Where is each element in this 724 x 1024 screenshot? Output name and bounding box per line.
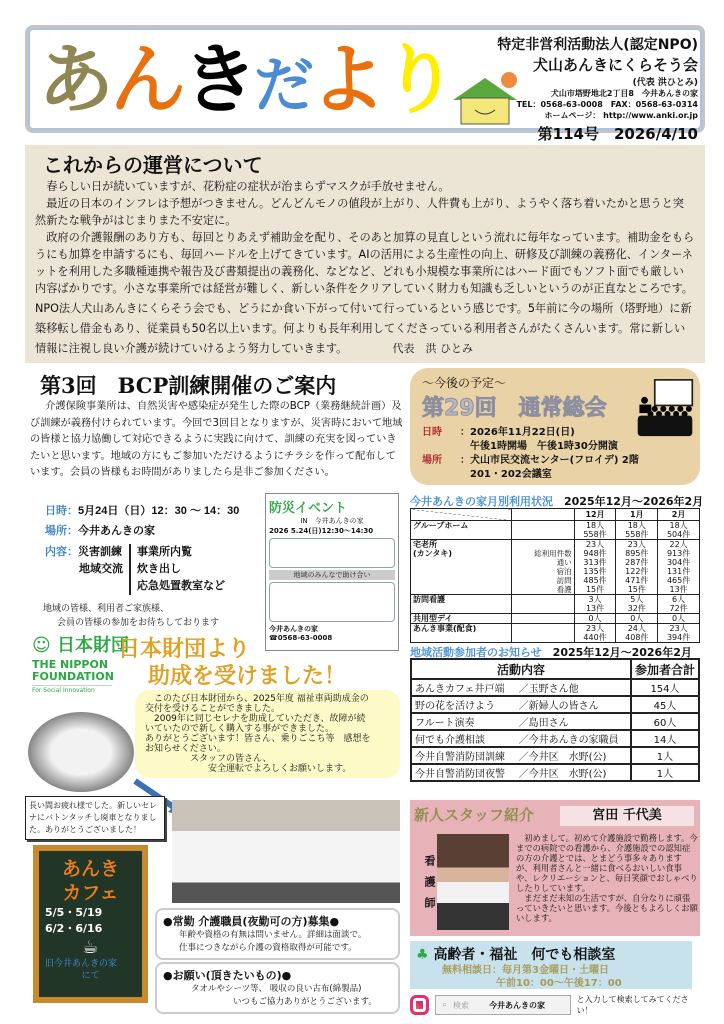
recruit-title: ●常勤 介護職員(夜勤可の方)募集● <box>163 915 340 928</box>
usage-value: 18人 <box>585 521 605 530</box>
staff-role-text: 看護師 <box>423 855 436 918</box>
activity-name: 何でも介護相談 <box>411 730 516 747</box>
usage-value: 304件 <box>666 558 691 567</box>
logo-tagline: For Social Innovation <box>32 685 112 695</box>
grant-heading-line: 日本財団より <box>118 637 251 662</box>
logo-char: よ <box>310 35 382 124</box>
cafe-place: にて <box>81 971 100 981</box>
content-item: 炊き出し <box>137 563 181 575</box>
activities-table <box>410 658 700 782</box>
meeting-date: 2026年11月22日(日) <box>470 427 575 438</box>
flyer-date: 2026 5.24(日)12:30～14:30 <box>269 527 374 535</box>
instagram-search <box>410 993 700 1017</box>
invite-line: 会員の皆様の参加をお待ちしております <box>57 617 220 627</box>
editorial-signature: 代表 洪 ひとみ <box>392 342 473 355</box>
disaster-event-flyer <box>265 493 399 651</box>
logo-char: あ <box>38 35 110 124</box>
usage-value: 0人 <box>588 614 602 623</box>
activity-host: ／今井あんきの家職員 <box>516 730 631 747</box>
cafe-title: カフェ <box>62 882 119 904</box>
search-placeholder: 検索 <box>452 1000 469 1010</box>
activity-name: 今井自警消防団訓練 <box>411 747 516 764</box>
invite-line: 地域の皆様、利用者ご家族様、 <box>43 603 170 613</box>
grant-message-line: いていたので新しく購入する事ができました。 <box>145 724 335 734</box>
usage-value: 23人 <box>669 624 688 633</box>
activities-period: 2025年12月～2026年2月 <box>552 646 692 659</box>
upcoming-schedule: ～今後の予定～ 第29回 通常総会 日時 ：2026年11月22日(日) 午後1時開場 午後1時30分開演 場所 ：犬山市民交流センター(フロイデ) 2階 201・202会議室 <box>410 368 700 485</box>
activities-title: 地域活動参加者のお知らせ <box>410 646 542 659</box>
usage-value: 22人 <box>669 540 688 549</box>
usage-value: 504件 <box>666 530 691 539</box>
content-label: 内容： <box>45 546 78 558</box>
content-a: 災害訓練 <box>78 546 122 558</box>
recruitment-box <box>155 908 400 960</box>
usage-value: 24人 <box>627 624 646 633</box>
representative: (代表 洪ひとみ) <box>632 78 698 88</box>
activity-name: あんきカフェ井戸端 <box>411 679 516 696</box>
service-label: 訪問看護 <box>411 595 512 614</box>
sub-label: 宿泊 <box>556 567 572 576</box>
activity-name: 今井自警消防団夜警 <box>411 764 516 781</box>
usage-value: 0人 <box>630 614 644 623</box>
usage-value: 23人 <box>627 540 646 549</box>
service-label: 宅老所 (カンタキ) <box>411 540 512 595</box>
usage-value: 948件 <box>583 549 607 558</box>
content-b: 地域交流 <box>79 563 123 575</box>
meeting-room: 201・202会議室 <box>470 469 552 480</box>
usage-value: 135件 <box>583 567 607 576</box>
activities-header-row <box>411 659 699 679</box>
usage-value: 287件 <box>625 558 649 567</box>
request-line: タオルやシーツ等、 吸収の良い古布(綿製品) <box>191 984 362 994</box>
usage-value: 13件 <box>585 604 605 613</box>
logo-char: ん <box>110 35 182 124</box>
instagram-icon[interactable] <box>410 995 429 1015</box>
phone-fax: TEL：0568-63-0008 FAX：0568-63-0314 <box>516 100 698 109</box>
activity-host: ／今井区 水野(公) <box>516 764 631 781</box>
activity-host: ／今井区 水野(公) <box>516 747 631 764</box>
usage-row <box>411 540 700 595</box>
service-label: グループホーム <box>411 521 512 540</box>
editorial-paragraph: 政府の介護報酬のあり方も、毎回とりあえず補助金を配り、そのあと加算の見直しという流れに毎年なっています。補助金をもらうにも加算を申請するにも、毎回ハードルを上げてきています。AIの活用による生産性の向上、研修及び訓練の義務化、インターネットを利用した多職種連携や報告及び書類提出の義務化、などなど、どれも小規模な事業所にはハード面でもソフト面でも厳しい内容ばかりです。小さな事業所では経営が難しく、新しい条件をクリアしていく財力も知識も乏しいというのが正直なところです。 <box>35 231 695 295</box>
cafe-place: 旧今井あんきの家 <box>45 959 118 969</box>
usage-value: 15件 <box>585 585 605 594</box>
coffee-cup-icon: ☕ <box>82 937 99 958</box>
month-header: 12月 <box>574 509 616 521</box>
usage-row <box>411 614 700 624</box>
usage-title: 今井あんきの家月別利用状況 <box>410 495 553 508</box>
usage-value: 6人 <box>672 595 686 604</box>
usage-value: 913件 <box>666 549 691 558</box>
clover-icon: ♣ <box>416 947 429 963</box>
usage-value: 440件 <box>583 633 607 642</box>
sub-label <box>514 624 572 633</box>
search-icon: ⌕ <box>442 1000 447 1009</box>
address: 犬山市塔野地北2丁目8 今井あんきの家 <box>550 89 698 98</box>
place-label: 場所： <box>45 525 78 537</box>
recruit-line: 仕事につきながら介護の資格取得が可能です。 <box>179 943 357 953</box>
logo-en: THE NIPPON <box>32 658 109 671</box>
cafe-title: あんき <box>61 858 119 880</box>
staff-intro: 初めまして。初めて介護施設で勤務します。今までの病院での看護から、介護施設での認知症の方の介護とでは、とまどう事多々ありますが、利用者さんと一緒に食べるおいしい食事や、レクリエーションと、毎日笑顔でおしゃべりしたりしています。 まだまだ未知の生活ですが、自分なりに頑張っていきたいと思います。今後ともよろしくお願いします。 <box>516 833 698 923</box>
usage-value: 408件 <box>625 633 649 642</box>
usage-value: 122件 <box>625 567 649 576</box>
usage-value: 5人 <box>630 595 644 604</box>
usage-value: 32件 <box>627 604 646 613</box>
meeting-place: 犬山市民交流センター(フロイデ) 2階 <box>470 455 639 466</box>
usage-table-title <box>410 493 703 509</box>
consult-days: 無料相談日：毎月第3金曜日・土曜日 <box>442 965 609 976</box>
participant-count: 154人 <box>631 679 699 696</box>
usage-value: 394件 <box>666 633 691 642</box>
cafe-dates: 5/5・5/19 <box>45 906 103 919</box>
meeting-time: 午後1時開場 午後1時30分開演 <box>470 441 618 452</box>
usage-row <box>411 595 700 614</box>
participant-count: 45人 <box>631 696 699 713</box>
issue-number-date: 第114号 2026/4/10 <box>537 125 698 143</box>
sub-label <box>514 614 572 623</box>
usage-value: 23人 <box>585 540 605 549</box>
new-car-photo <box>172 800 400 903</box>
editorial-paragraph: NPO法人犬山あんきにくらそう会でも、どうにか食い下がって付いて行っているという感じです。5年前に今の場所（塔野地）に新築移転し借金もあり、従業員も50名以上います。何よりも長年利用してくださっている利用者さんがたくさんいます。常に新しい情報に注視し良い介護が続けていけるよう努力していきます。 <box>35 302 692 355</box>
usage-row <box>411 521 700 540</box>
activity-row <box>411 747 699 764</box>
service-label: あんき事業(配食) <box>411 624 512 643</box>
service-label: 共用型デイ <box>411 614 512 624</box>
grant-message-line: お知らせください。 <box>145 744 226 754</box>
content-item: 事業所内覧 <box>137 546 192 558</box>
donation-request-box <box>155 962 400 1014</box>
month-header: 2月 <box>658 509 700 521</box>
usage-value: 558件 <box>625 530 649 539</box>
sub-label <box>514 540 572 549</box>
anki-cafe-board <box>33 845 148 1003</box>
date-label: 日時： <box>45 505 78 517</box>
content-item: 応急処置教室など <box>137 580 225 592</box>
usage-value: 0人 <box>672 614 686 623</box>
schedule-title: 第29回 通常総会 <box>422 396 607 421</box>
sub-label <box>514 521 572 530</box>
nippon-foundation-logo: ☺ 日本財団 THE NIPPON FOUNDATION For Social Innovation <box>32 635 130 694</box>
consultation-banner <box>410 941 692 989</box>
bcp-title: 第3回 BCP訓練開催のご案内 <box>40 373 337 398</box>
consult-hours: 午前10：00～午後17：00 <box>496 978 622 989</box>
grant-message-line: このたび日本財団から、2025年度 福祉車両助成金の <box>145 694 369 704</box>
usage-period: 2025年12月～2026年2月 <box>564 495 704 508</box>
usage-value: 23人 <box>585 624 605 633</box>
activity-row <box>411 679 699 696</box>
usage-value: 313件 <box>583 558 607 567</box>
month-header: 1月 <box>616 509 658 521</box>
activity-row <box>411 730 699 747</box>
usage-value: 3人 <box>588 595 602 604</box>
usage-value: 895件 <box>625 549 649 558</box>
col-header: 活動内容 <box>411 659 631 679</box>
editorial-section <box>25 145 705 363</box>
schedule-label: ～今後の予定～ <box>422 376 507 390</box>
search-input[interactable] <box>435 995 570 1015</box>
logo-char: り <box>382 35 454 124</box>
grant-message <box>135 690 400 778</box>
usage-header-row <box>411 509 700 521</box>
usage-value: 18人 <box>627 521 646 530</box>
activity-row <box>411 696 699 713</box>
grant-message-line: 2009年に同じセレナを助成していただき、故障が続 <box>145 714 366 724</box>
logo-char: き <box>182 35 254 124</box>
editorial-title: これからの運営について <box>43 153 263 177</box>
bcp-body: 介護保険事業所は、自然災害や感染症が発生した際のBCP（業務継続計画）及び訓練が義務付けられています。今回で3回目となりますが、災害時において地域の皆様と協力協働して対応できるように実践に向けて、訓練の充実を図っていきたいと思います。地域の方にもご参加いただけるようにチラシを作って配布しています。会員の皆様もお時間がありましたら是非ご参加ください。 <box>30 401 403 478</box>
staff-heading: 新人スタッフ紹介 <box>414 806 535 824</box>
sub-label: 総利用件数 <box>534 549 572 558</box>
old-car-note: 長い間お疲れ様でした。新しいセレナにバトンタッチし廃車となりました。ありがとうございました！ <box>25 796 165 840</box>
bcp-event-details <box>45 501 263 629</box>
usage-value: 15件 <box>627 585 646 594</box>
col-header: 参加者合計 <box>631 659 699 679</box>
grant-heading <box>118 636 346 690</box>
grant-message-line: 安全運転でよろしくお願いします。 <box>145 764 352 774</box>
activity-row <box>411 713 699 730</box>
place-label: 場所 <box>422 455 442 466</box>
sub-label: 通い <box>556 558 572 567</box>
org-name: 犬山あんきにくらそう会 <box>532 56 698 74</box>
sub-label <box>514 595 572 604</box>
usage-value: 465件 <box>666 576 691 585</box>
participant-count: 1人 <box>631 747 699 764</box>
staff-name: 宮田 千代美 <box>560 806 694 826</box>
flyer-venue: IN 今井あんきの家 <box>300 517 364 525</box>
staff-photo <box>437 834 509 930</box>
activity-host: ／玉野さん他 <box>516 679 631 696</box>
event-date: 5月24日（日）12：30 ～ 14：30 <box>78 505 240 517</box>
sub-label: 看護 <box>556 585 572 594</box>
participant-count: 60人 <box>631 713 699 730</box>
recruit-line: 年齢や資格の有無は問いません。詳細は面談で。 <box>179 930 367 940</box>
usage-value: 558件 <box>583 530 607 539</box>
organization-info <box>497 34 698 144</box>
activity-name: 野の花を活けよう <box>411 696 516 713</box>
search-value: 今井あんきの家 <box>488 1000 545 1010</box>
usage-value: 72件 <box>669 604 688 613</box>
new-staff-section <box>410 800 700 936</box>
activity-row <box>411 764 699 781</box>
request-title: ●お願い(頂きたいもの)● <box>163 969 292 982</box>
usage-value: 13件 <box>669 585 688 594</box>
activity-name: フルート演奏 <box>411 713 516 730</box>
editorial-paragraph: 春らしい日が続いていますが、花粉症の症状が治まらずマスクが手放せません。 <box>46 180 450 193</box>
date-label: 日時 <box>422 427 442 438</box>
sub-label: 訪問 <box>556 576 572 585</box>
logo-jp: 日本財団 <box>57 635 130 656</box>
flyer-banner: 地域のみんなで助け合い <box>269 570 395 580</box>
usage-value: 131件 <box>666 567 691 576</box>
newsletter-logo <box>38 35 454 124</box>
instagram-hint: と入力して検索してみてください！ <box>576 995 689 1015</box>
old-car-photo <box>28 712 134 792</box>
usage-value: 485件 <box>583 576 607 585</box>
usage-value: 18人 <box>669 521 688 530</box>
usage-value: 471件 <box>625 576 649 585</box>
activity-host: ／新婦人の皆さん <box>516 696 631 713</box>
flyer-title: 防災イベント <box>269 501 348 516</box>
org-type: 特定非営利活動法人(認定NPO) <box>497 37 698 53</box>
usage-table <box>410 508 700 643</box>
logo-char: だ <box>254 51 310 121</box>
grant-message-line: ありがとうございます！皆さん、乗りごこち等 感想を <box>145 734 371 744</box>
homepage-link[interactable]: ホームページ： http://www.anki.or.jp <box>544 111 698 120</box>
editorial-paragraph: 最近の日本のインフレは予想がつきません。どんどんモノの値段が上がり、人件費も上がり、ようやく落ち着いたかと思うと突然新たな戦争がはじまりまた不安定に。 <box>35 197 684 227</box>
grant-heading-line: 助成を受けました！ <box>148 664 347 689</box>
grant-message-line: スタッフの皆さん、 <box>145 754 272 764</box>
consult-title: 高齢者・福祉 何でも相談室 <box>433 947 616 963</box>
flyer-footer-tel: ☎0568-63-0008 <box>269 634 333 642</box>
cafe-dates: 6/2・6/16 <box>45 922 103 935</box>
grant-message-line: 交付を受けることができました。 <box>145 704 281 714</box>
usage-row <box>411 624 700 643</box>
participant-count: 14人 <box>631 730 699 747</box>
flyer-footer-name: 今井あんきの家 <box>269 625 318 633</box>
participant-count: 1人 <box>631 764 699 781</box>
activity-host: ／島田さん <box>516 713 631 730</box>
audience-presentation-icon <box>636 378 694 438</box>
logo-en: FOUNDATION <box>32 670 114 683</box>
request-line: いつもご協力ありがとうございます。 <box>233 997 377 1007</box>
event-place: 今井あんきの家 <box>78 525 155 537</box>
